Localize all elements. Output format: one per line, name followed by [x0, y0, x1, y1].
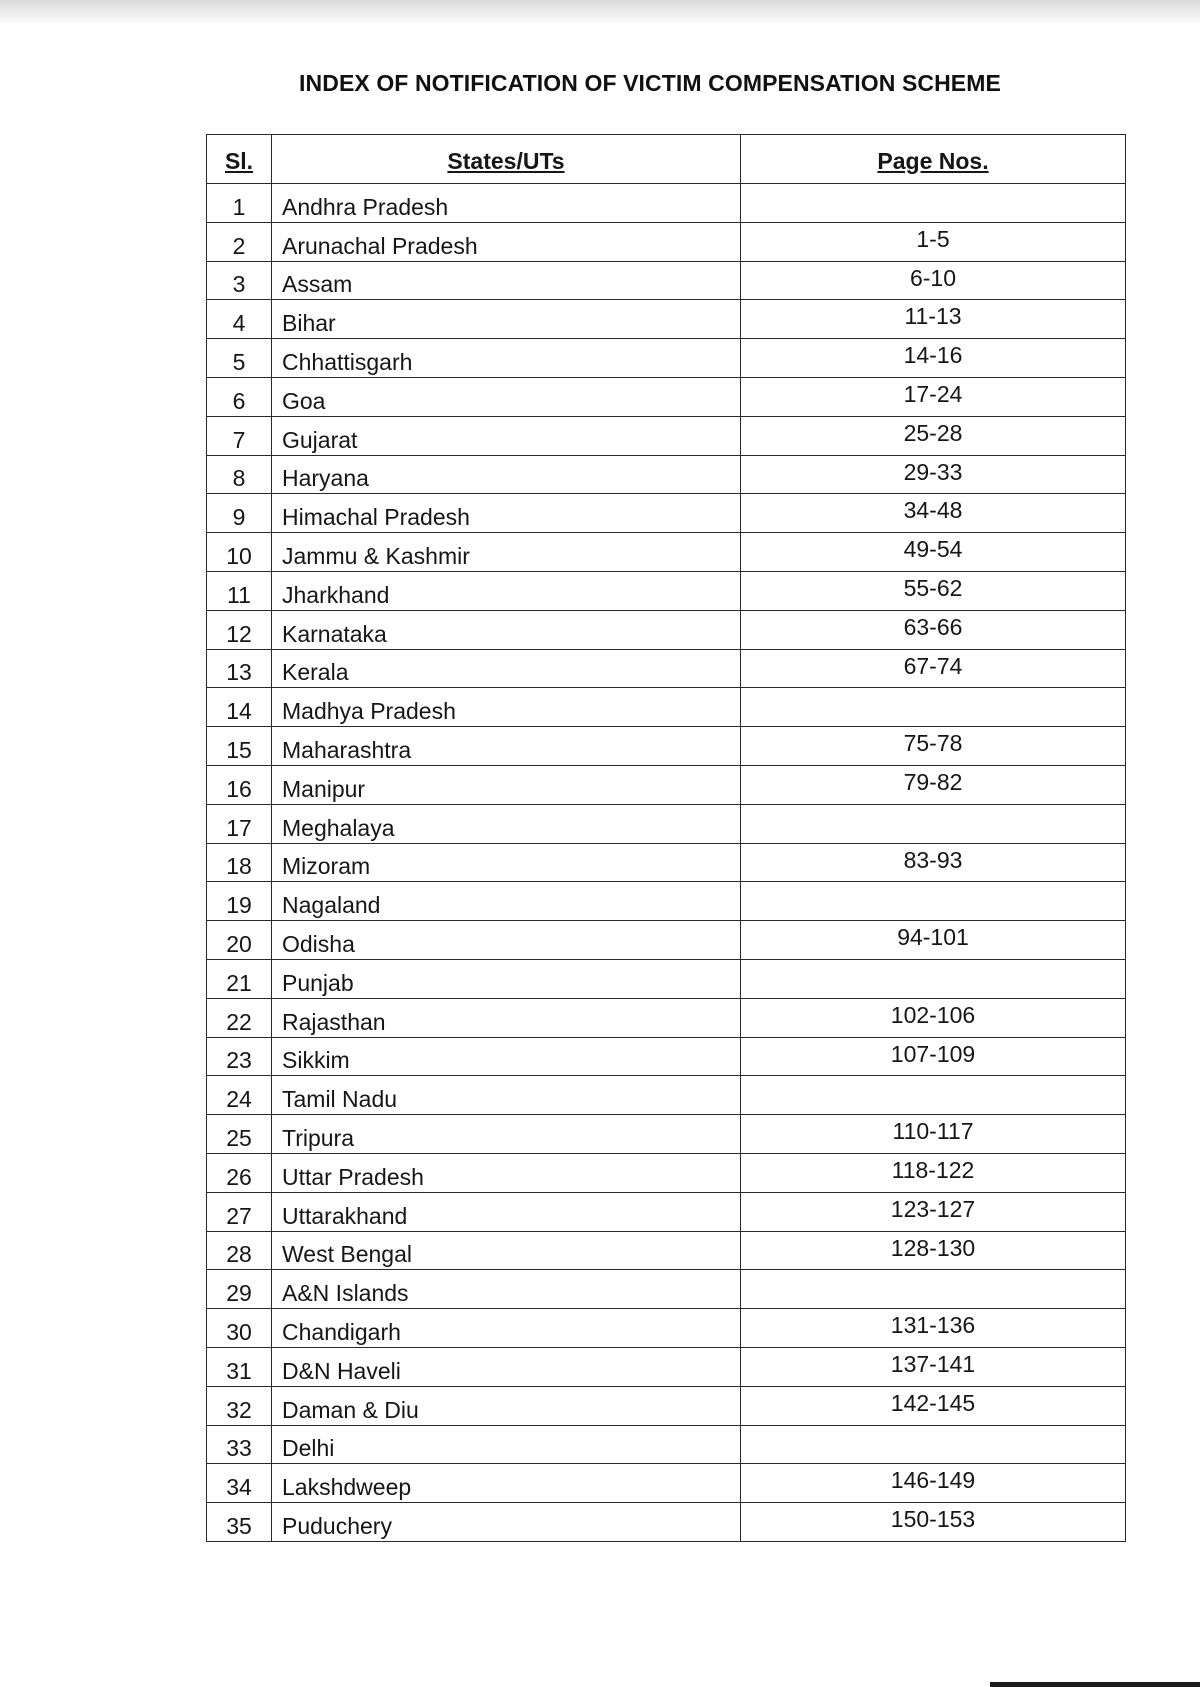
table-row — [207, 222, 1126, 261]
table-row — [207, 1231, 1126, 1270]
table-row — [207, 1192, 1126, 1231]
sl-cell: 28 — [207, 1231, 272, 1270]
state-cell: Odisha — [272, 921, 741, 960]
table-row — [207, 610, 1126, 649]
table-row — [207, 1153, 1126, 1192]
scan-corner-shadow — [990, 1682, 1200, 1687]
pages-cell: 1-5 — [741, 222, 1126, 261]
state-cell: Daman & Diu — [272, 1386, 741, 1425]
state-cell: Himachal Pradesh — [272, 494, 741, 533]
table-row — [207, 882, 1126, 921]
table-row — [207, 339, 1126, 378]
table-row — [207, 959, 1126, 998]
scan-top-shadow — [0, 0, 1200, 26]
table-row — [207, 804, 1126, 843]
table-row — [207, 1270, 1126, 1309]
table-row — [207, 1464, 1126, 1503]
sl-cell: 30 — [207, 1309, 272, 1348]
table-row — [207, 1309, 1126, 1348]
sl-cell: 1 — [207, 184, 272, 223]
pages-cell: 67-74 — [741, 649, 1126, 688]
sl-cell: 16 — [207, 765, 272, 804]
pages-cell: 142-145 — [741, 1386, 1126, 1425]
sl-cell: 9 — [207, 494, 272, 533]
state-cell: Tamil Nadu — [272, 1076, 741, 1115]
pages-cell: 75-78 — [741, 727, 1126, 766]
pages-cell: 34-48 — [741, 494, 1126, 533]
sl-cell: 8 — [207, 455, 272, 494]
pages-cell: 110-117 — [741, 1115, 1126, 1154]
table-row — [207, 843, 1126, 882]
table-row — [207, 1347, 1126, 1386]
pages-cell: 137-141 — [741, 1347, 1126, 1386]
table-row — [207, 184, 1126, 223]
sl-cell: 23 — [207, 1037, 272, 1076]
pages-cell: 6-10 — [741, 261, 1126, 300]
pages-cell — [741, 184, 1126, 223]
pages-cell — [741, 1270, 1126, 1309]
sl-cell: 20 — [207, 921, 272, 960]
table-row — [207, 455, 1126, 494]
table-row — [207, 688, 1126, 727]
sl-cell: 5 — [207, 339, 272, 378]
index-table — [206, 134, 1126, 1542]
column-header-sl: Sl. — [207, 135, 272, 184]
sl-cell: 6 — [207, 377, 272, 416]
table-row — [207, 1386, 1126, 1425]
state-cell: Meghalaya — [272, 804, 741, 843]
pages-cell: 146-149 — [741, 1464, 1126, 1503]
table-body — [207, 184, 1126, 1542]
state-cell: Nagaland — [272, 882, 741, 921]
sl-cell: 22 — [207, 998, 272, 1037]
table-row — [207, 533, 1126, 572]
table-row — [207, 571, 1126, 610]
state-cell: Lakshdweep — [272, 1464, 741, 1503]
sl-cell: 2 — [207, 222, 272, 261]
sl-cell: 31 — [207, 1347, 272, 1386]
pages-cell: 63-66 — [741, 610, 1126, 649]
pages-cell: 83-93 — [741, 843, 1126, 882]
sl-cell: 11 — [207, 571, 272, 610]
sl-cell: 32 — [207, 1386, 272, 1425]
sl-cell: 18 — [207, 843, 272, 882]
sl-cell: 24 — [207, 1076, 272, 1115]
table-row — [207, 261, 1126, 300]
sl-cell: 7 — [207, 416, 272, 455]
table-row — [207, 494, 1126, 533]
sl-cell: 25 — [207, 1115, 272, 1154]
state-cell: Assam — [272, 261, 741, 300]
table-row — [207, 1425, 1126, 1464]
table-row — [207, 649, 1126, 688]
state-cell: Chandigarh — [272, 1309, 741, 1348]
table-row — [207, 1115, 1126, 1154]
pages-cell: 102-106 — [741, 998, 1126, 1037]
state-cell: Jammu & Kashmir — [272, 533, 741, 572]
sl-cell: 17 — [207, 804, 272, 843]
table-row — [207, 377, 1126, 416]
pages-cell: 25-28 — [741, 416, 1126, 455]
sl-cell: 29 — [207, 1270, 272, 1309]
sl-cell: 13 — [207, 649, 272, 688]
table-row — [207, 921, 1126, 960]
pages-cell: 49-54 — [741, 533, 1126, 572]
column-header-states: States/UTs — [272, 135, 741, 184]
pages-cell — [741, 804, 1126, 843]
sl-cell: 21 — [207, 959, 272, 998]
table-row — [207, 727, 1126, 766]
state-cell: Rajasthan — [272, 998, 741, 1037]
pages-cell: 118-122 — [741, 1153, 1126, 1192]
state-cell: Tripura — [272, 1115, 741, 1154]
pages-cell: 79-82 — [741, 765, 1126, 804]
pages-cell: 55-62 — [741, 571, 1126, 610]
table-row — [207, 1076, 1126, 1115]
sl-cell: 35 — [207, 1503, 272, 1542]
pages-cell — [741, 1425, 1126, 1464]
pages-cell — [741, 1076, 1126, 1115]
state-cell: Maharashtra — [272, 727, 741, 766]
state-cell: Bihar — [272, 300, 741, 339]
table-header-row — [207, 135, 1126, 184]
sl-cell: 33 — [207, 1425, 272, 1464]
state-cell: Uttar Pradesh — [272, 1153, 741, 1192]
state-cell: Karnataka — [272, 610, 741, 649]
state-cell: Manipur — [272, 765, 741, 804]
state-cell: Mizoram — [272, 843, 741, 882]
state-cell: Madhya Pradesh — [272, 688, 741, 727]
table-row — [207, 416, 1126, 455]
table-row — [207, 1503, 1126, 1542]
pages-cell: 131-136 — [741, 1309, 1126, 1348]
state-cell: D&N Haveli — [272, 1347, 741, 1386]
pages-cell — [741, 688, 1126, 727]
state-cell: Kerala — [272, 649, 741, 688]
state-cell: Andhra Pradesh — [272, 184, 741, 223]
state-cell: Punjab — [272, 959, 741, 998]
state-cell: Goa — [272, 377, 741, 416]
state-cell: Chhattisgarh — [272, 339, 741, 378]
sl-cell: 14 — [207, 688, 272, 727]
document-title: INDEX OF NOTIFICATION OF VICTIM COMPENSATION SCHEME — [299, 70, 1001, 96]
pages-cell: 128-130 — [741, 1231, 1126, 1270]
sl-cell: 12 — [207, 610, 272, 649]
pages-cell: 17-24 — [741, 377, 1126, 416]
sl-cell: 4 — [207, 300, 272, 339]
state-cell: Uttarakhand — [272, 1192, 741, 1231]
pages-cell: 14-16 — [741, 339, 1126, 378]
state-cell: Jharkhand — [272, 571, 741, 610]
column-header-pages: Page Nos. — [741, 135, 1126, 184]
pages-cell: 150-153 — [741, 1503, 1126, 1542]
state-cell: West Bengal — [272, 1231, 741, 1270]
state-cell: Delhi — [272, 1425, 741, 1464]
pages-cell: 123-127 — [741, 1192, 1126, 1231]
pages-cell: 94-101 — [741, 921, 1126, 960]
sl-cell: 15 — [207, 727, 272, 766]
pages-cell — [741, 882, 1126, 921]
sl-cell: 27 — [207, 1192, 272, 1231]
state-cell: Arunachal Pradesh — [272, 222, 741, 261]
table-row — [207, 765, 1126, 804]
sl-cell: 10 — [207, 533, 272, 572]
state-cell: Sikkim — [272, 1037, 741, 1076]
state-cell: A&N Islands — [272, 1270, 741, 1309]
state-cell: Puduchery — [272, 1503, 741, 1542]
state-cell: Gujarat — [272, 416, 741, 455]
table-row — [207, 300, 1126, 339]
pages-cell — [741, 959, 1126, 998]
table-row — [207, 998, 1126, 1037]
table-row — [207, 1037, 1126, 1076]
sl-cell: 34 — [207, 1464, 272, 1503]
sl-cell: 3 — [207, 261, 272, 300]
pages-cell: 107-109 — [741, 1037, 1126, 1076]
state-cell: Haryana — [272, 455, 741, 494]
sl-cell: 26 — [207, 1153, 272, 1192]
pages-cell: 11-13 — [741, 300, 1126, 339]
sl-cell: 19 — [207, 882, 272, 921]
pages-cell: 29-33 — [741, 455, 1126, 494]
